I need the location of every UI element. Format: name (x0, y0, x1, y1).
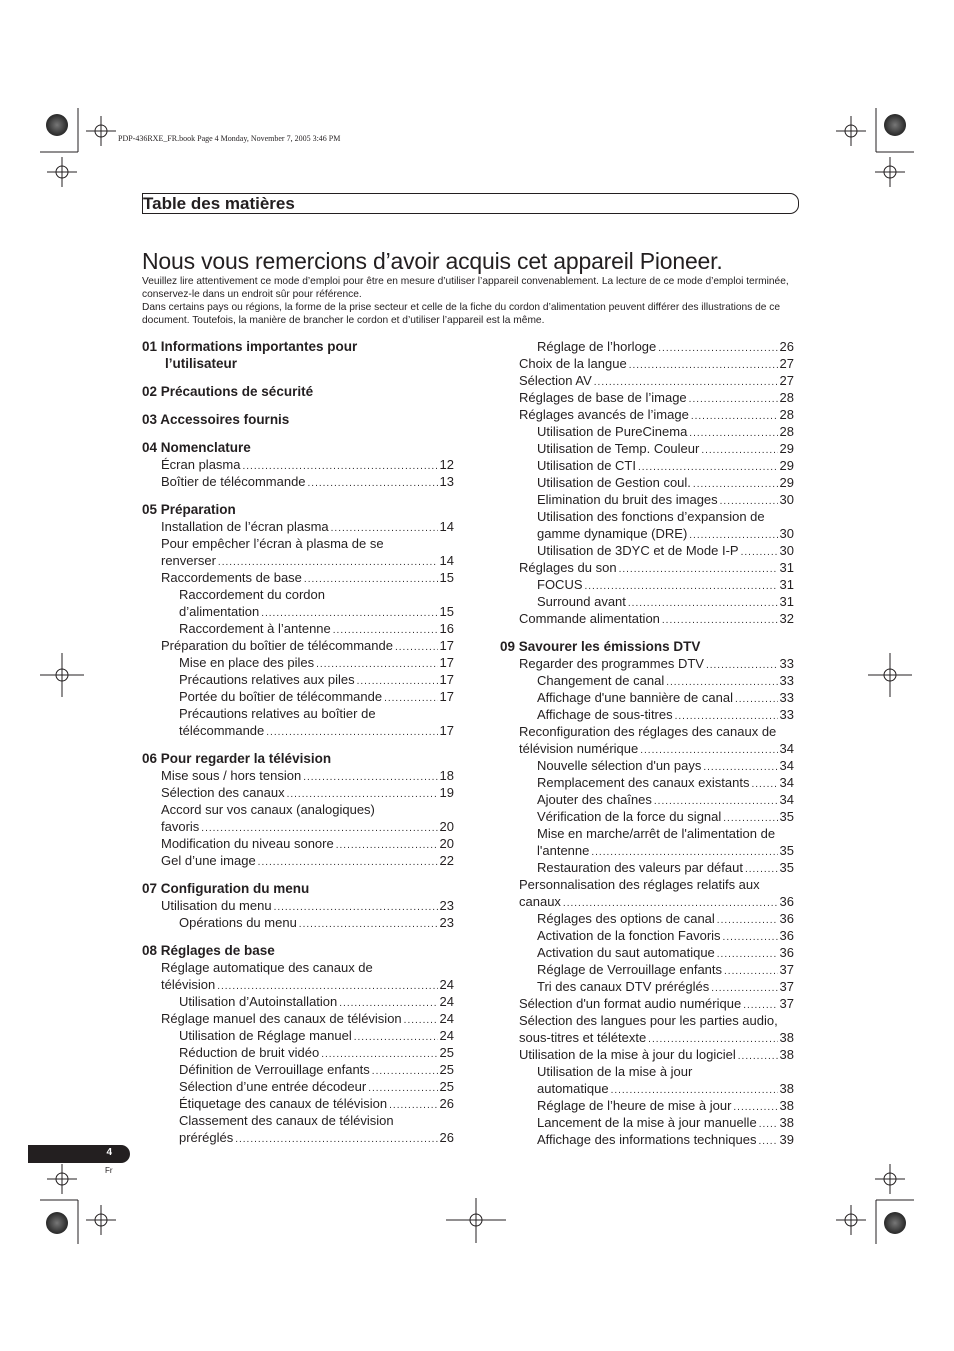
toc-page-number: 24 (439, 1011, 454, 1026)
toc-page-number: 28 (779, 424, 794, 439)
toc-entry[interactable] (142, 671, 454, 688)
toc-entry[interactable] (500, 559, 794, 576)
toc-entry-title: l'antenne (537, 843, 590, 858)
toc-entry-title: Définition de Verrouillage enfants (179, 1062, 370, 1077)
toc-page-number: 29 (779, 475, 794, 490)
toc-entry[interactable] (500, 1097, 794, 1114)
toc-page-number: 25 (439, 1045, 454, 1060)
toc-page-number: 18 (439, 768, 454, 783)
toc-page-number: 35 (779, 809, 794, 824)
toc-page-number: 15 (439, 570, 454, 585)
toc-entry-title: préréglés (179, 1130, 234, 1145)
toc-entry[interactable] (142, 620, 454, 637)
toc-entry-line[interactable]: Mise en marche/arrêt de l'alimentation de (537, 826, 776, 841)
toc-page-number: 36 (779, 911, 794, 926)
toc-entry-title: Étiquetage des canaux de télévision (179, 1096, 388, 1111)
toc-entry[interactable] (500, 689, 794, 706)
toc-entry[interactable] (500, 655, 794, 672)
toc-page-number: 17 (439, 689, 454, 704)
toc-entry-title: Réglages du son (519, 560, 617, 575)
toc-entry[interactable] (142, 473, 454, 490)
toc-page-number: 14 (439, 553, 454, 568)
toc-entry-title: Mise en place des piles (179, 655, 315, 670)
toc-entry-title: Vérification de la force du signal (537, 809, 722, 824)
toc-entry-title: Utilisation de CTI (537, 458, 636, 473)
toc-entry[interactable] (142, 456, 454, 473)
toc-entry-line[interactable]: Reconfiguration des réglages des canaux de (519, 724, 777, 739)
toc-page-number: 37 (779, 996, 794, 1011)
toc-entry[interactable] (142, 852, 454, 869)
toc-entry-title: Sélection d'un format audio numérique (519, 996, 742, 1011)
toc-entry-title: télévision (161, 977, 216, 992)
toc-entry[interactable] (142, 914, 454, 931)
toc-page-number: 20 (439, 836, 454, 851)
toc-page-number: 26 (779, 339, 794, 354)
section-header-bar (142, 193, 799, 214)
toc-entry[interactable] (142, 654, 454, 671)
toc-entry-title: Préparation du boîtier de télécommande (161, 638, 393, 653)
toc-entry[interactable] (500, 961, 794, 978)
toc-entry-title: Affichage des informations techniques (537, 1132, 757, 1147)
toc-entry[interactable] (142, 993, 454, 1010)
toc-entry-title: Réduction de bruit vidéo (179, 1045, 320, 1060)
toc-entry-title: Écran plasma (161, 457, 241, 472)
toc-entry-title: Affichage de sous-titres (537, 707, 673, 722)
toc-entry[interactable] (142, 784, 454, 801)
toc-entry[interactable] (142, 688, 454, 705)
toc-page-number: 33 (779, 673, 794, 688)
toc-page-number: 38 (779, 1098, 794, 1113)
toc-page-number: 38 (779, 1030, 794, 1045)
toc-page-number: 31 (779, 577, 794, 592)
toc-page-number: 25 (439, 1079, 454, 1094)
toc-entry-line[interactable]: Pour empêcher l’écran à plasma de se (161, 536, 384, 551)
toc-chapter-heading[interactable]: l’utilisateur (165, 356, 238, 371)
toc-page-number: 35 (779, 860, 794, 875)
toc-entry[interactable] (142, 722, 454, 739)
toc-entry[interactable] (500, 757, 794, 774)
toc-entry-line[interactable]: Précautions relatives au boîtier de (179, 706, 376, 721)
toc-entry[interactable] (500, 474, 794, 491)
toc-chapter-heading[interactable]: 03 Accessoires fournis (142, 412, 290, 427)
toc-page-number: 38 (779, 1115, 794, 1130)
toc-entry-title: Modification du niveau sonore (161, 836, 334, 851)
toc-entry[interactable] (500, 1080, 794, 1097)
toc-entry-title: Restauration des valeurs par défaut (537, 860, 743, 875)
toc-page-number: 36 (779, 945, 794, 960)
toc-entry-line[interactable]: Réglage automatique des canaux de (161, 960, 373, 975)
toc-entry[interactable] (500, 423, 794, 440)
toc-entry[interactable] (500, 859, 794, 876)
toc-entry[interactable] (142, 1044, 454, 1061)
toc-entry[interactable] (500, 808, 794, 825)
toc-entry[interactable] (142, 1078, 454, 1095)
toc-entry[interactable] (500, 406, 794, 423)
toc-spacer (142, 428, 454, 439)
toc-entry-title: Activation du saut automatique (537, 945, 715, 960)
toc-entry-title: Tri des canaux DTV préréglés (537, 979, 710, 994)
toc-entry-title: Précautions relatives aux piles (179, 672, 355, 687)
running-header: PDP-436RXE_FR.book Page 4 Monday, November 7, 2005 3:46 PM (118, 134, 341, 143)
toc-entry-title: Utilisation de 3DYC et de Mode I-P (537, 543, 739, 558)
toc-entry-line[interactable]: Utilisation de la mise à jour (537, 1064, 693, 1079)
toc-entry-title: Surround avant (537, 594, 626, 609)
toc-page-number: 33 (779, 690, 794, 705)
toc-entry[interactable] (142, 552, 454, 569)
toc-entry-title: Raccordements de base (161, 570, 302, 585)
toc-chapter-heading[interactable]: 09 Savourer les émissions DTV (500, 639, 701, 654)
toc-entry-line[interactable]: Raccordement du cordon (179, 587, 325, 602)
toc-entry[interactable] (500, 525, 794, 542)
toc-entry[interactable] (500, 457, 794, 474)
toc-entry[interactable] (500, 672, 794, 689)
toc-entry-title: Sélection d’une entrée décodeur (179, 1079, 367, 1094)
toc-chapter-heading[interactable]: 02 Précautions de sécurité (142, 384, 314, 399)
toc-entry-title: Réglage de l’horloge (537, 339, 657, 354)
intro-paragraph: Dans certains pays ou régions, la forme de la prise secteur et celle de la fiche du cordon d’alimentation peuvent différer des illustrations de ce document. Toutefois, la manière de brancher le cordon et d’utiliser l’appareil est la même. (142, 302, 781, 326)
toc-chapter-heading[interactable]: 05 Préparation (142, 502, 236, 517)
toc-page-number: 33 (779, 707, 794, 722)
toc-entry[interactable] (142, 603, 454, 620)
toc-page-number: 17 (439, 672, 454, 687)
toc-entry[interactable] (142, 1061, 454, 1078)
toc-entry[interactable] (500, 740, 794, 757)
toc-entry[interactable] (500, 491, 794, 508)
toc-page-number: 31 (779, 560, 794, 575)
toc-entry[interactable] (500, 791, 794, 808)
toc-entry-title: Portée du boîtier de télécommande (179, 689, 383, 704)
toc-entry-title: Installation de l’écran plasma (161, 519, 329, 534)
toc-entry[interactable] (500, 944, 794, 961)
toc-page-number: 12 (439, 457, 454, 472)
toc-entry[interactable] (142, 1095, 454, 1112)
toc-dot-leader (758, 1133, 777, 1150)
toc-entry-title: Sélection des canaux (161, 785, 285, 800)
toc-entry-title: automatique (537, 1081, 609, 1096)
page-number-tab (28, 1145, 130, 1163)
toc-entry-title: FOCUS (537, 577, 583, 592)
toc-entry[interactable] (500, 910, 794, 927)
intro-paragraph: Veuillez lire attentivement ce mode d’emploi pour être en mesure d’utiliser l’appareil convenablement. La lecture de ce mode d’emploi terminée, conservez-le dans un endroit sûr pour référence. (142, 276, 789, 300)
toc-page-number: 36 (779, 928, 794, 943)
toc-page-number: 28 (779, 407, 794, 422)
toc-entry[interactable] (500, 1131, 794, 1148)
toc-entry[interactable] (500, 610, 794, 627)
toc-page-number: 13 (439, 474, 454, 489)
toc-page-number: 39 (779, 1132, 794, 1147)
toc-page-number: 34 (779, 741, 794, 756)
toc-entry-title: Réglage manuel des canaux de télévision (161, 1011, 402, 1026)
toc-entry[interactable] (500, 440, 794, 457)
toc-entry[interactable] (500, 389, 794, 406)
toc-entry[interactable] (500, 978, 794, 995)
toc-page-number: 37 (779, 979, 794, 994)
toc-entry[interactable] (500, 1046, 794, 1063)
toc-chapter-heading[interactable]: 08 Réglages de base (142, 943, 275, 958)
toc-entry-title: Remplacement des canaux existants (537, 775, 750, 790)
toc-entry-title: Lancement de la mise à jour manuelle (537, 1115, 757, 1130)
toc-page-number: 30 (779, 543, 794, 558)
toc-entry-title: télévision numérique (519, 741, 639, 756)
toc-page-number: 25 (439, 1062, 454, 1077)
toc-page-number: 28 (779, 390, 794, 405)
toc-page-number: 34 (779, 758, 794, 773)
toc-entry-title: Utilisation de la mise à jour du logiciel (519, 1047, 736, 1062)
toc-entry-title: Ajouter des chaînes (537, 792, 652, 807)
toc-entry[interactable] (142, 518, 454, 535)
toc-entry[interactable] (142, 1027, 454, 1044)
toc-entry-title: Réglages de base de l’image (519, 390, 687, 405)
toc-dot-leader (299, 916, 438, 933)
toc-page-number: 37 (779, 962, 794, 977)
toc-dot-leader (258, 854, 438, 871)
toc-page-number: 29 (779, 441, 794, 456)
toc-entry[interactable] (500, 706, 794, 723)
toc-entry-line[interactable]: Utilisation des fonctions d’expansion de (537, 509, 765, 524)
toc-entry-title: Réglages avancés de l’image (519, 407, 689, 422)
language-code: Fr (105, 1166, 113, 1175)
toc-entry-title: renverser (161, 553, 216, 568)
toc-chapter-heading[interactable]: 06 Pour regarder la télévision (142, 751, 332, 766)
toc-entry-title: Choix de la langue (519, 356, 627, 371)
toc-page-number: 27 (779, 356, 794, 371)
toc-entry[interactable] (500, 338, 794, 355)
toc-entry-title: Opérations du menu (179, 915, 297, 930)
toc-entry[interactable] (500, 893, 794, 910)
toc-dot-leader (266, 724, 437, 741)
toc-entry[interactable] (500, 1114, 794, 1131)
toc-page-number: 16 (439, 621, 454, 636)
toc-entry-line[interactable]: Sélection des langues pour les parties audio, (519, 1013, 778, 1028)
toc-entry[interactable] (142, 897, 454, 914)
toc-spacer (142, 372, 454, 383)
toc-entry-title: Changement de canal (537, 673, 665, 688)
toc-entry-title: Gel d’une image (161, 853, 256, 868)
toc-entry-title: Réglage de l’heure de mise à jour (537, 1098, 732, 1113)
toc-entry[interactable] (142, 637, 454, 654)
toc-entry-line[interactable]: Accord sur vos canaux (analogiques) (161, 802, 375, 817)
toc-entry-line[interactable]: Personnalisation des réglages relatifs aux (519, 877, 760, 892)
page-number: 4 (106, 1147, 112, 1158)
toc-page-number: 32 (779, 611, 794, 626)
toc-page-number: 24 (439, 1028, 454, 1043)
toc-entry-title: Utilisation de Gestion coul. (537, 475, 691, 490)
toc-entry[interactable] (142, 818, 454, 835)
toc-entry-title: Raccordement à l’antenne (179, 621, 331, 636)
toc-entry-title: Commande alimentation (519, 611, 660, 626)
toc-page-number: 22 (439, 853, 454, 868)
toc-entry-title: d’alimentation (179, 604, 260, 619)
toc-entry[interactable] (500, 927, 794, 944)
section-label: Table des matières (143, 194, 295, 213)
toc-entry-title: Utilisation d’Autoinstallation (179, 994, 338, 1009)
toc-entry-title: Elimination du bruit des images (537, 492, 718, 507)
toc-entry-title: favoris (161, 819, 200, 834)
toc-entry[interactable] (142, 1010, 454, 1027)
toc-page-number: 17 (439, 638, 454, 653)
intro-text (142, 275, 802, 327)
toc-page-number: 29 (779, 458, 794, 473)
toc-right-column (500, 338, 794, 1148)
toc-entry-title: canaux (519, 894, 561, 909)
toc-page-number: 36 (779, 894, 794, 909)
toc-entry[interactable] (142, 767, 454, 784)
toc-entry[interactable] (500, 542, 794, 559)
toc-page-number: 26 (439, 1130, 454, 1145)
toc-chapter-heading[interactable]: 04 Nomenclature (142, 440, 251, 455)
toc-entry-title: sous-titres et télétexte (519, 1030, 647, 1045)
toc-entry[interactable] (500, 593, 794, 610)
toc-entry[interactable] (142, 835, 454, 852)
toc-entry-title: Utilisation de Réglage manuel (179, 1028, 352, 1043)
toc-entry[interactable] (142, 976, 454, 993)
toc-page-number: 24 (439, 977, 454, 992)
toc-entry-line[interactable]: Classement des canaux de télévision (179, 1113, 394, 1128)
toc-entry-title: Utilisation du menu (161, 898, 272, 913)
toc-page-number: 19 (439, 785, 454, 800)
toc-page-number: 23 (439, 898, 454, 913)
toc-page-number: 34 (779, 792, 794, 807)
toc-page-number: 38 (779, 1081, 794, 1096)
toc-entry[interactable] (500, 995, 794, 1012)
toc-page-number: 26 (439, 1096, 454, 1111)
toc-page-number: 34 (779, 775, 794, 790)
toc-entry-title: télécommande (179, 723, 265, 738)
toc-entry-title: Nouvelle sélection d'un pays (537, 758, 702, 773)
toc-entry-title: Réglages des options de canal (537, 911, 715, 926)
toc-entry[interactable] (142, 1129, 454, 1146)
toc-entry[interactable] (500, 774, 794, 791)
toc-entry-title: Activation de la fonction Favoris (537, 928, 721, 943)
toc-entry[interactable] (142, 569, 454, 586)
toc-page-number: 35 (779, 843, 794, 858)
toc-entry-title: gamme dynamique (DRE) (537, 526, 688, 541)
toc-spacer (142, 400, 454, 411)
toc-dot-leader (662, 612, 778, 629)
toc-page-number: 38 (779, 1047, 794, 1062)
toc-page-number: 24 (439, 994, 454, 1009)
toc-page-number: 23 (439, 915, 454, 930)
toc-page-number: 31 (779, 594, 794, 609)
toc-dot-leader (308, 475, 438, 492)
toc-page-number: 30 (779, 492, 794, 507)
toc-dot-leader (235, 1131, 437, 1148)
toc-entry-title: Mise sous / hors tension (161, 768, 302, 783)
toc-chapter-heading[interactable]: 07 Configuration du menu (142, 881, 310, 896)
toc-entry-title: Affichage d'une bannière de canal (537, 690, 733, 705)
toc-page-number: 30 (779, 526, 794, 541)
toc-page-number: 17 (439, 723, 454, 738)
toc-entry-title: Utilisation de Temp. Couleur (537, 441, 700, 456)
toc-left-column (142, 338, 454, 1146)
toc-entry[interactable] (500, 355, 794, 372)
toc-entry-title: Utilisation de PureCinema (537, 424, 688, 439)
toc-entry-title: Réglage de Verrouillage enfants (537, 962, 723, 977)
toc-page-number: 15 (439, 604, 454, 619)
toc-entry-title: Regarder des programmes DTV (519, 656, 704, 671)
toc-entry-title: Boîtier de télécommande (161, 474, 306, 489)
toc-page-number: 33 (779, 656, 794, 671)
toc-page-number: 27 (779, 373, 794, 388)
toc-page-number: 14 (439, 519, 454, 534)
toc-chapter-heading[interactable]: 01 Informations importantes pour (142, 339, 358, 354)
toc-page-number: 17 (439, 655, 454, 670)
toc-entry[interactable] (500, 372, 794, 389)
toc-entry[interactable] (500, 842, 794, 859)
toc-entry[interactable] (500, 1029, 794, 1046)
page-title: Nous vous remercions d’avoir acquis cet appareil Pioneer. (142, 248, 723, 274)
toc-entry[interactable] (500, 576, 794, 593)
toc-entry-title: Sélection AV (519, 373, 592, 388)
toc-page-number: 20 (439, 819, 454, 834)
